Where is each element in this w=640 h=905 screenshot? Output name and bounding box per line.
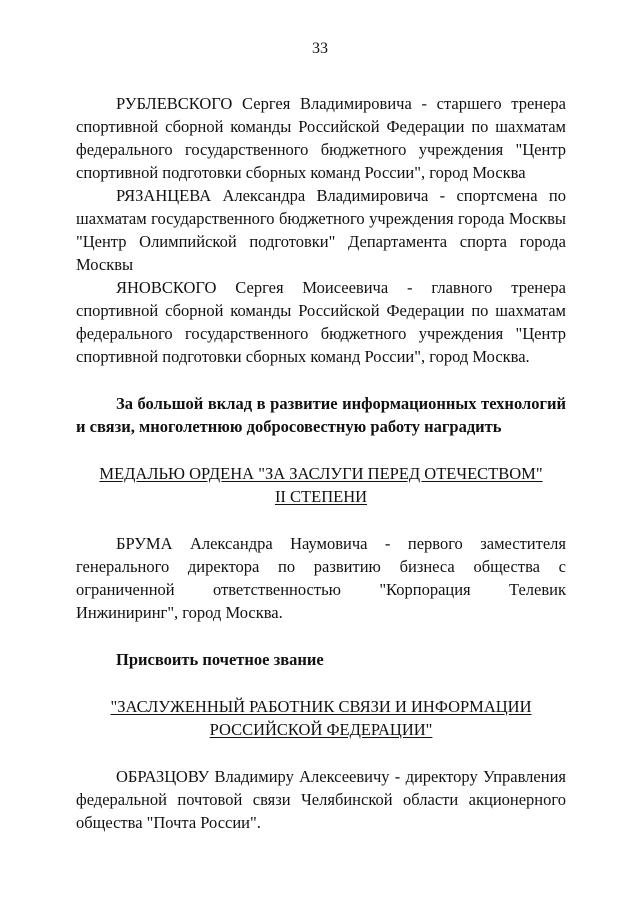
spacer xyxy=(76,741,566,765)
spacer xyxy=(76,438,566,462)
award-title-text: "ЗАСЛУЖЕННЫЙ РАБОТНИК СВЯЗИ И ИНФОРМАЦИИ xyxy=(110,697,532,716)
decree-statement: Присвоить почетное звание xyxy=(116,650,324,669)
award-title-line xyxy=(76,462,566,485)
award-title-line xyxy=(76,485,566,508)
spacer xyxy=(76,671,566,695)
award-title-text: РОССИЙСКОЙ ФЕДЕРАЦИИ" xyxy=(209,720,433,739)
awardee-paragraph: БРУМА Александра Наумовича - первого заместителя генерального директора по развитию бизнеса общества с ограниченной ответственностью "Корпорация Телевик Инжиниринг", город Москва. xyxy=(76,534,566,622)
awardee-paragraph: ОБРАЗЦОВУ Владимиру Алексеевичу - директору Управления федеральной почтовой связи Челябинской области акционерного общества "Почта России". xyxy=(76,767,566,832)
spacer xyxy=(76,368,566,392)
awardee-paragraph: РУБЛЕВСКОГО Сергея Владимировича - старшего тренера спортивной сборной команды Российской Федерации по шахматам федерального государственного бюджетного учреждения "Центр спортивной подготовки сборных команд России", город Москва xyxy=(76,94,566,182)
awardee-paragraph: ЯНОВСКОГО Сергея Моисеевича - главного тренера спортивной сборной команды Российской Федерации по шахматам федерального государственного бюджетного учреждения "Центр спортивной подготовки сборных команд России", город Москва. xyxy=(76,278,566,366)
award-title-line xyxy=(76,695,566,718)
spacer xyxy=(76,508,566,532)
award-title-text: II СТЕПЕНИ xyxy=(274,487,368,506)
document-body xyxy=(76,92,566,834)
award-title-text: МЕДАЛЬЮ ОРДЕНА "ЗА ЗАСЛУГИ ПЕРЕД ОТЕЧЕСТВОМ" xyxy=(99,464,543,483)
awardee-paragraph: РЯЗАНЦЕВА Александра Владимировича - спортсмена по шахматам государственного бюджетного учреждения города Москвы "Центр Олимпийской подготовки" Департамента спорта города Москвы xyxy=(76,186,566,274)
page-number: 33 xyxy=(312,40,328,57)
award-title-line xyxy=(76,718,566,741)
decree-statement: За большой вклад в развитие информационных технологий и связи, многолетнюю добросовестную работу наградить xyxy=(76,394,566,436)
spacer xyxy=(76,624,566,648)
